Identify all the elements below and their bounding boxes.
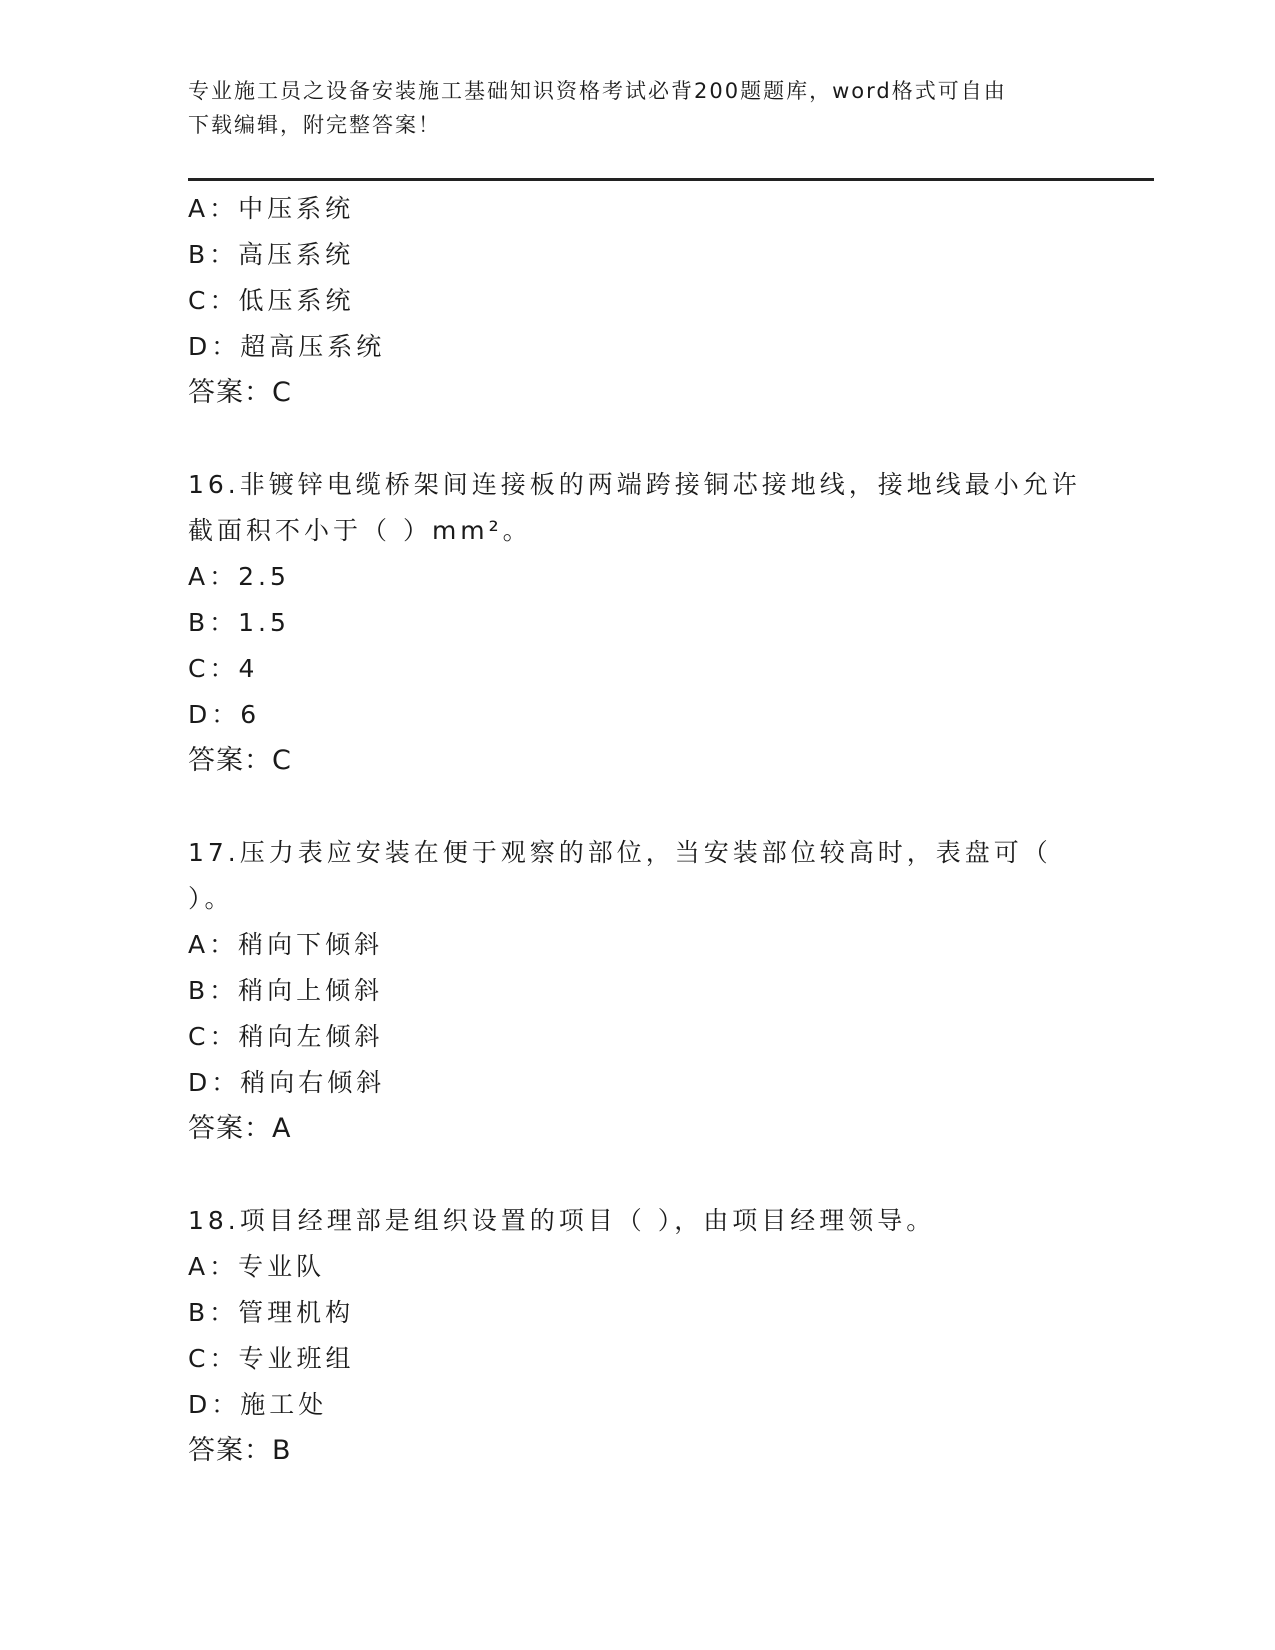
question-stem-line-1: 17.压力表应安装在便于观察的部位，当安装部位较高时，表盘可（ bbox=[188, 838, 1052, 867]
answer: 答案：C bbox=[188, 745, 292, 776]
header-title-line-1: 专业施工员之设备安装施工基础知识资格考试必背200题题库，word格式可自由 bbox=[188, 79, 1007, 103]
option-c: C：专业班组 bbox=[188, 1344, 355, 1373]
question-15 bbox=[188, 186, 1088, 416]
question-18 bbox=[188, 1198, 1088, 1474]
answer: 答案：B bbox=[188, 1435, 292, 1466]
question-17 bbox=[188, 830, 1088, 1152]
option-c: C：稍向左倾斜 bbox=[188, 1022, 384, 1051]
option-b: B：高压系统 bbox=[188, 240, 355, 269]
question-stem-line-2: 截面积不小于（ ）mm²。 bbox=[188, 516, 532, 545]
spacer bbox=[188, 416, 1088, 462]
answer: 答案：C bbox=[188, 377, 292, 408]
option-c: C：低压系统 bbox=[188, 286, 355, 315]
page-header bbox=[188, 74, 1068, 142]
option-b: B：1.5 bbox=[188, 608, 290, 637]
header-title-line-2: 下载编辑，附完整答案！ bbox=[188, 113, 441, 137]
question-stem-line-1: 16.非镀锌电缆桥架间连接板的两端跨接铜芯接地线，接地线最小允许 bbox=[188, 470, 1081, 499]
question-16 bbox=[188, 462, 1088, 784]
option-a: A：2.5 bbox=[188, 562, 290, 591]
spacer bbox=[188, 784, 1088, 830]
header-divider bbox=[188, 178, 1154, 181]
option-d: D：施工处 bbox=[188, 1390, 328, 1419]
option-a: A：稍向下倾斜 bbox=[188, 930, 384, 959]
question-list bbox=[188, 186, 1088, 1474]
option-b: B：稍向上倾斜 bbox=[188, 976, 384, 1005]
option-b: B：管理机构 bbox=[188, 1298, 355, 1327]
option-d: D：超高压系统 bbox=[188, 332, 386, 361]
option-d: D：稍向右倾斜 bbox=[188, 1068, 386, 1097]
option-a: A：专业队 bbox=[188, 1252, 326, 1281]
question-stem-line-1: 18.项目经理部是组织设置的项目（ ），由项目经理领导。 bbox=[188, 1206, 936, 1235]
answer: 答案：A bbox=[188, 1113, 292, 1144]
spacer bbox=[188, 1152, 1088, 1198]
option-a: A：中压系统 bbox=[188, 194, 355, 223]
question-stem-line-2: ）。 bbox=[188, 884, 234, 913]
option-d: D：6 bbox=[188, 700, 261, 729]
option-c: C：4 bbox=[188, 654, 259, 683]
